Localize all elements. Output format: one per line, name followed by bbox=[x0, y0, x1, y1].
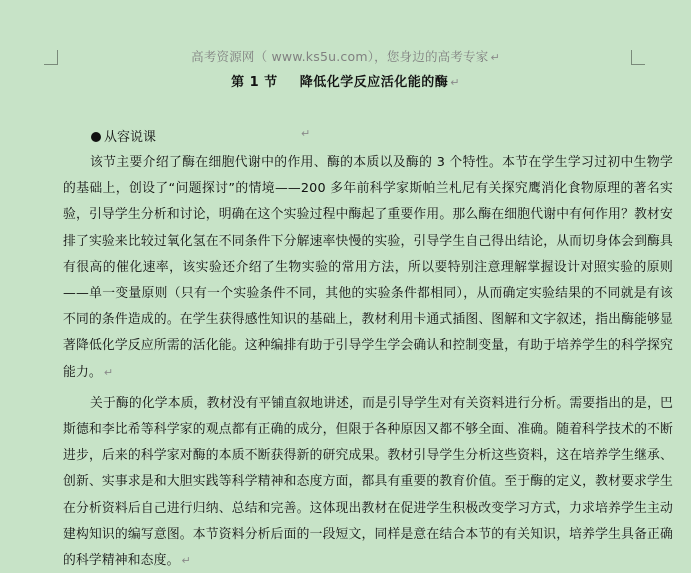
subsection-heading-text: 从容说课 bbox=[104, 130, 157, 145]
paragraph-text: 关于酶的化学本质，教材没有平铺直叙地讲述，而是引导学生对有关资料进行分析。需要指出的是，巴斯德和李比希等科学家的观点都有正确的成分，但限于各种原因又都不够全面、准确。随着科学技术的不断进步，后来的科学家对酶的本质不断获得新的研究成果。教材引导学生分析这些资料，这在培养学生继承、创新、实事求是和大胆实践等科学精神和态度方面，都具有重要的教育价值。至于酶的定义，教材要求学生在分析资料后自己进行归纳、总结和完善。这体现出教材在促进学生积极改变学习方式，力求培养学生主动建构知识的编写意图。本节资料分析后面的一段短文，同样是意在结合本节的有关知识，培养学生具备正确的科学精神和态度。 bbox=[63, 395, 673, 569]
paragraph-mark: ↵ bbox=[450, 76, 460, 89]
paragraph-mark: ↵ bbox=[490, 51, 500, 64]
section-title bbox=[0, 71, 691, 90]
section-title-text: 降低化学反应活化能的酶 bbox=[299, 75, 449, 90]
paragraph-mark: ↵ bbox=[103, 365, 114, 379]
page-header-text: 高考资源网（ www.ks5u.com），您身边的高考专家 bbox=[191, 49, 489, 64]
body-text bbox=[63, 150, 673, 573]
bullet-icon bbox=[91, 132, 101, 142]
section-number: 第 1 节 bbox=[231, 75, 278, 90]
paragraph bbox=[63, 150, 673, 386]
page-header bbox=[0, 47, 691, 65]
paragraph bbox=[63, 391, 673, 573]
paragraph-text: 该节主要介绍了酶在细胞代谢中的作用、酶的本质以及酶的 3 个特性。本节在学生学习过初中生物学的基础上，创设了“问题探讨”的情境——200 多年前科学家斯帕兰札尼有关探究鹰消化食物原理的著名实验，引导学生分析和讨论，明确在这个实验过程中酶起了重要作用。那么酶在细胞代谢中有何作用？教材安排了实验来比较过氧化氢在不同条件下分解速率快慢的实验，引导学生自己得出结论，从而切身体会到酶具有很高的催化速率，该实验还介绍了生物实验的常用方法，所以要特别注意理解掌握设计对照实验的原则——单一变量原则（只有一个实验条件不同，其他的实验条件都相同），从而确定实验结果的不同就是有该不同的条件造成的。在学生获得感性知识的基础上，教材利用卡通式插图、图解和文字叙述，指出酶能够显著降低化学反应所需的活化能。这种编排有助于引导学生学会确认和控制变量，有助于培养学生的科学探究能力。 bbox=[63, 155, 673, 380]
paragraph-mark: ↵ bbox=[181, 554, 191, 568]
subsection-heading bbox=[91, 126, 311, 145]
anchor-mark: ↵ bbox=[301, 127, 311, 140]
